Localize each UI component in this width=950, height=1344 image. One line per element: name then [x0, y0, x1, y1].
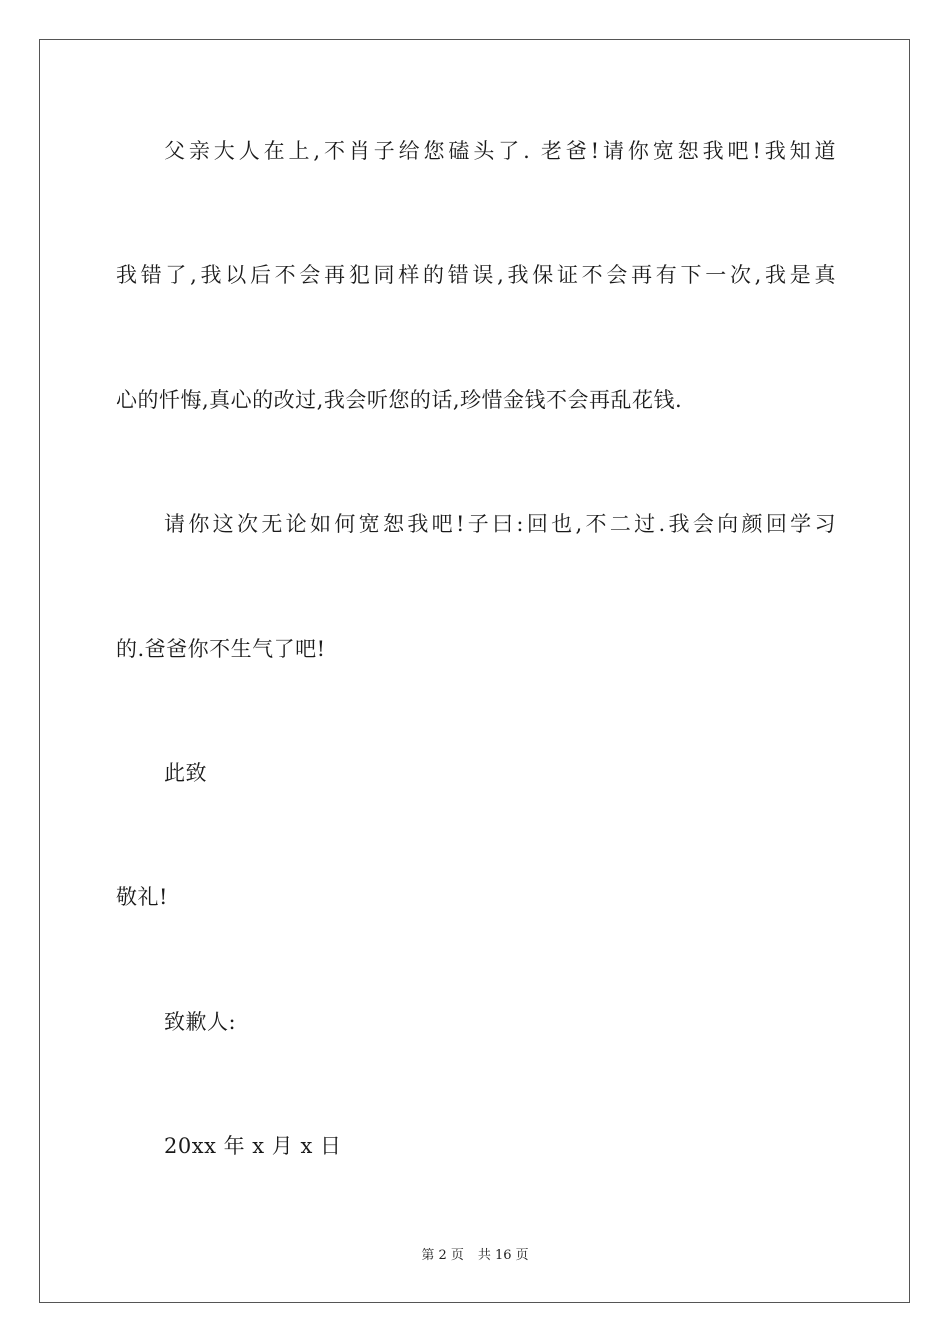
paragraph-2-line-1: 请你这次无论如何宽恕我吧!子曰:回也,不二过.我会向颜回学习 [164, 512, 836, 536]
closing-phrase: 此致 [164, 761, 207, 785]
signature-label: 致歉人: [164, 1010, 237, 1034]
paragraph-2-line-2: 的.爸爸你不生气了吧! [116, 637, 326, 661]
salutation: 敬礼! [116, 885, 168, 909]
paragraph-1-line-2: 我错了,我以后不会再犯同样的错误,我保证不会再有下一次,我是真 [116, 263, 836, 287]
page-frame [39, 39, 910, 1303]
paragraph-1-line-1: 父亲大人在上,不肖子给您磕头了. 老爸!请你宽恕我吧!我知道 [164, 139, 836, 163]
page-footer [0, 1246, 950, 1266]
page-number-total: 共 16 页 [477, 1248, 529, 1263]
paragraph-1-line-3: 心的忏悔,真心的改过,我会听您的话,珍惜金钱不会再乱花钱. [116, 388, 683, 412]
page-number-current: 第 2 页 [421, 1248, 464, 1263]
letter-date: 20xx 年 x 月 x 日 [164, 1134, 342, 1158]
